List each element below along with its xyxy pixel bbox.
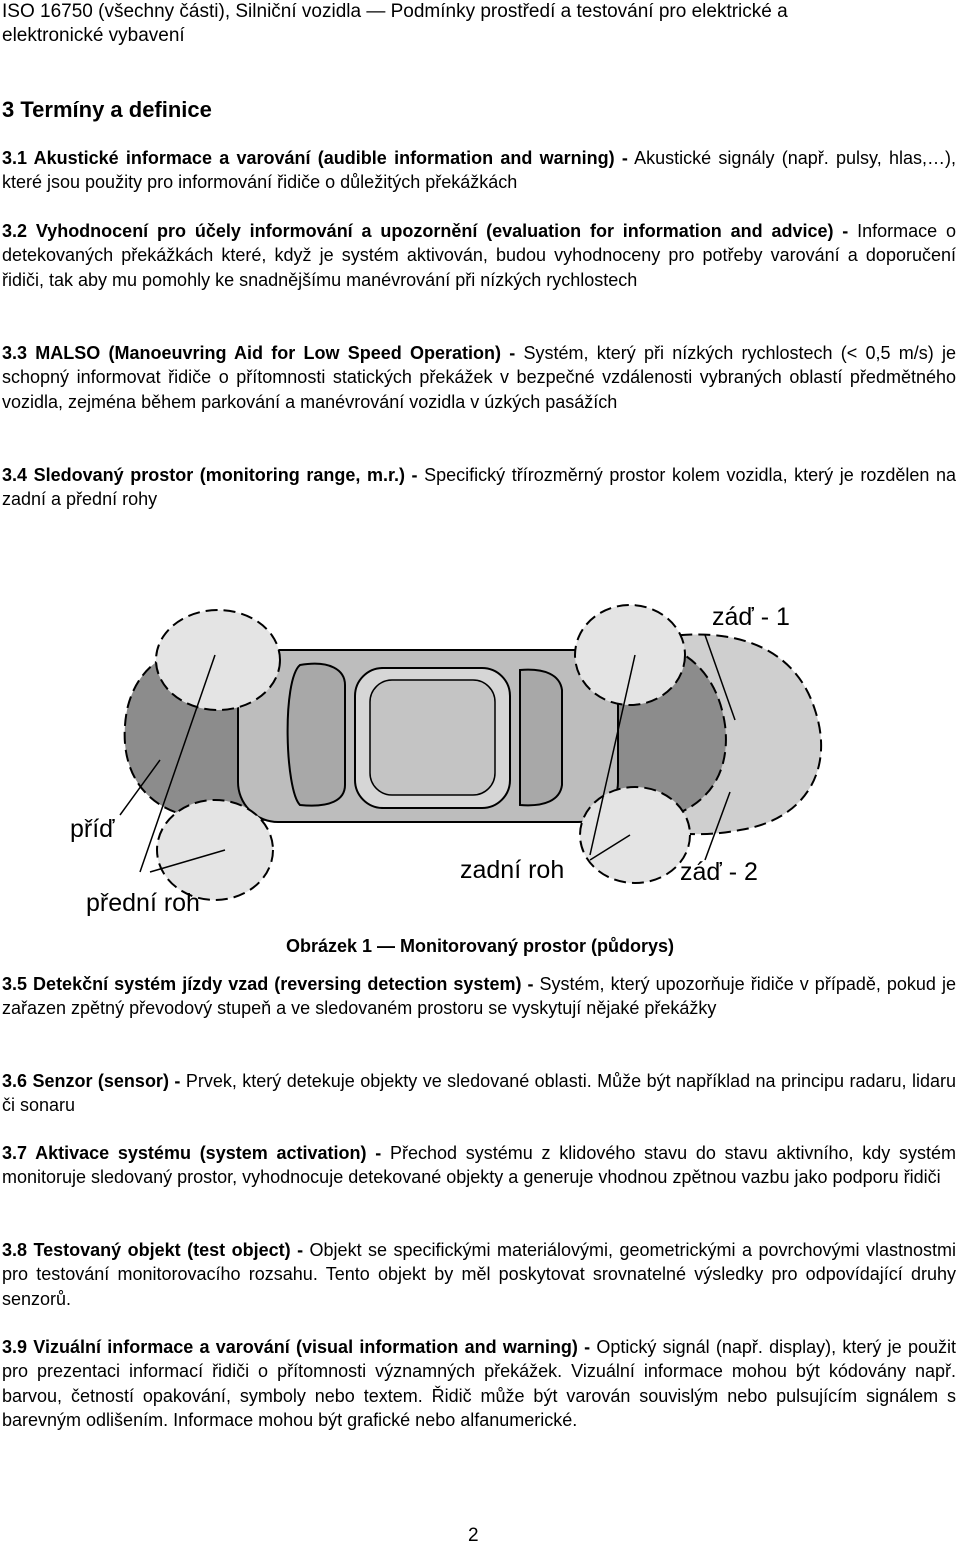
label-front-corner: přední roh	[86, 889, 200, 917]
definition-3-9	[2, 1335, 956, 1433]
front-corner-zone-bottom	[157, 800, 273, 900]
label-rear-corner: zadní roh	[460, 856, 565, 884]
label-bow: příď	[70, 815, 115, 843]
label-rear-1: záď - 1	[712, 603, 790, 631]
definition-3-4	[2, 463, 956, 512]
car-roof	[370, 680, 495, 795]
definition-3-5	[2, 972, 956, 1021]
definition-text: Akustické signály (např. pulsy, hlas,…), které jsou použity pro informování řidiče o důležitých překážkách	[2, 148, 956, 193]
definition-term: 3.2 Vyhodnocení pro účely informování a upozornění (evaluation for information and advice) -	[2, 221, 849, 241]
rear-corner-zone-bottom	[580, 787, 690, 883]
definition-term: 3.3 MALSO (Manoeuvring Aid for Low Speed Operation) -	[2, 343, 516, 363]
definition-term: 3.9 Vizuální informace a varování (visual information and warning) -	[2, 1337, 591, 1357]
front-windshield	[288, 664, 345, 806]
document-header	[2, 0, 902, 48]
definition-3-1	[2, 146, 956, 195]
monitoring-range-figure	[0, 560, 960, 960]
definition-3-2	[2, 219, 956, 292]
definition-text: Přechod systému z klidového stavu do stavu aktivního, kdy systém monitoruje sledovaný prostor, vyhodnocuje detekované objekty a generuje vhodnou zpětnou vazbu jako podporu řidiči	[2, 1143, 956, 1188]
definition-text: Systém, který upozorňuje řidiče v případě, pokud je zařazen zpětný převodový stupeň a ve sledovaném prostoru se vyskytují nějaké překážky	[2, 974, 956, 1019]
definition-3-6	[2, 1069, 956, 1118]
definition-text: Optický signál (např. display), který je použit pro prezentaci informací řidiči o přítomnosti významných překážek. Vizuální informace mohou být kódovány např. barvou, četností opakování, symboly nebo textem. Řidič může být varován souvislým nebo pulsujícím signálem s barevným odlišením. Informace mohou být grafické nebo alfanumerické.	[2, 1337, 956, 1431]
definition-text: Objekt se specifickými materiálovými, geometrickými a povrchovými vlastnostmi pro testování monitorovacího rozsahu. Tento objekt by měl poskytovat srovnatelné výsledky pro odpovídající druhy senzorů.	[2, 1240, 956, 1309]
definition-3-7	[2, 1141, 956, 1190]
front-corner-zone-top	[156, 610, 280, 710]
header-line-1: ISO 16750 (všechny části), Silniční vozidla — Podmínky prostředí a testování pro elektrické a	[2, 1, 788, 22]
definition-3-3	[2, 341, 956, 414]
definition-term: 3.7 Aktivace systému (system activation) -	[2, 1143, 382, 1163]
section-title: 3 Termíny a definice	[2, 97, 212, 122]
definition-text: Informace o detekovaných překážkách které, když je systém aktivován, budou vyhodnoceny pro potřeby varování a doporučení řidiči, tak aby mu pomohly ke snadnějšímu manévrování při nízkých rychlostech	[2, 221, 956, 290]
rear-corner-zone-top	[575, 605, 685, 705]
definition-term: 3.6 Senzor (sensor) -	[2, 1071, 181, 1091]
page-number: 2	[468, 1525, 479, 1546]
definition-text: Prvek, který detekuje objekty ve sledované oblasti. Může být například na principu radaru, lidaru či sonaru	[2, 1071, 956, 1116]
definition-term: 3.5 Detekční systém jízdy vzad (reversing detection system) -	[2, 974, 534, 994]
definition-text: Systém, který při nízkých rychlostech (< 0,5 m/s) je schopný informovat řidiče o přítomnosti statických překážek v bezpečné vzdálenosti vybraných oblastí předmětného vozidla, zejména během parkování a manévrování vozidla v úzkých pasážích	[2, 343, 956, 412]
definition-text: Specifický třírozměrný prostor kolem vozidla, který je rozdělen na zadní a přední rohy	[2, 465, 956, 510]
figure-caption: Obrázek 1 — Monitorovaný prostor (půdorys)	[285, 936, 675, 956]
definition-3-8	[2, 1238, 956, 1311]
header-line-2: elektronické vybavení	[2, 25, 185, 46]
definition-term: 3.4 Sledovaný prostor (monitoring range, m.r.) -	[2, 465, 418, 485]
definition-term: 3.1 Akustické informace a varování (audible information and warning) -	[2, 148, 628, 168]
label-rear-2: záď - 2	[680, 858, 758, 886]
definition-term: 3.8 Testovaný objekt (test object) -	[2, 1240, 304, 1260]
rear-window	[520, 670, 562, 806]
